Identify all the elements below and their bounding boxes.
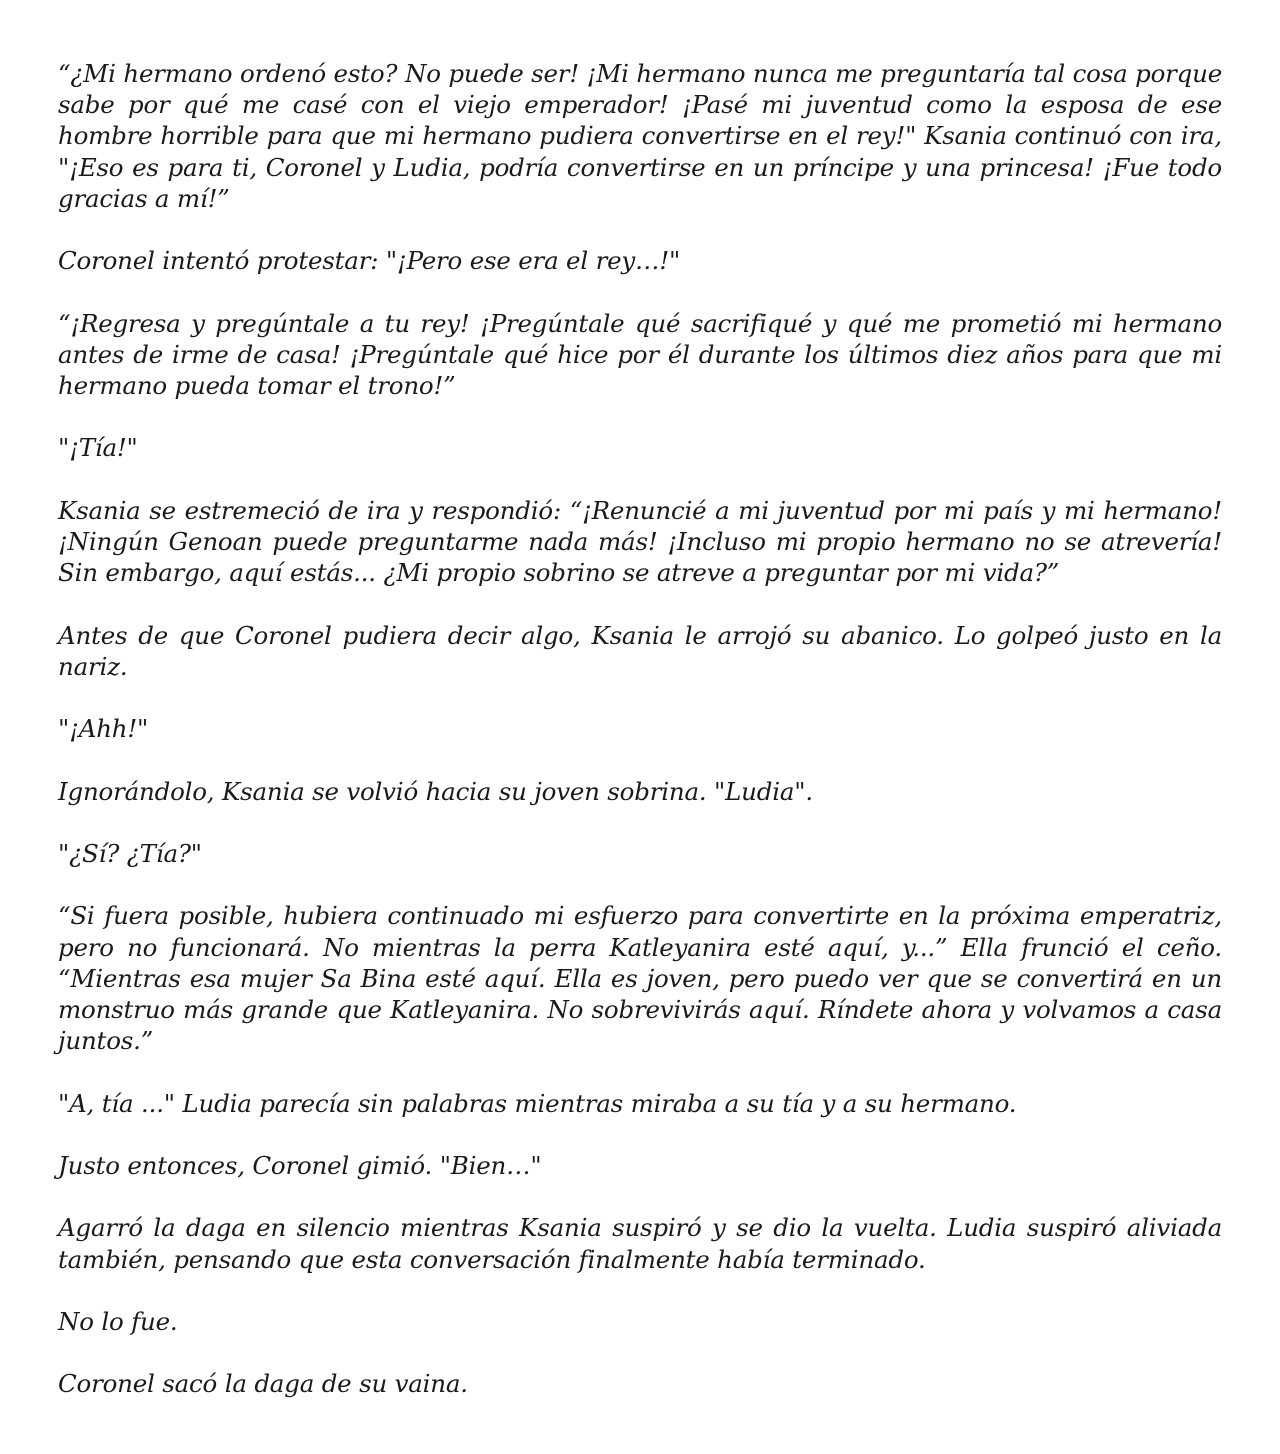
paragraph: “¡Regresa y pregúntale a tu rey! ¡Pregúntale qué sacrifiqué y qué me prometió mi hermano antes de irme de casa! ¡Pregúntale qué hice por él durante los últimos diez años para que mi hermano pueda tomar el trono!”	[58, 308, 1222, 400]
paragraph: Ksania se estremeció de ira y respondió: “¡Renuncié a mi juventud por mi país y mi hermano! ¡Ningún Genoan puede preguntarme nada más! ¡Incluso mi propio hermano no se atrevería! Sin embargo, aquí estás... ¿Mi propio sobrino se atreve a preguntar por mi vida?”	[58, 495, 1222, 588]
paragraph: Agarró la daga en silencio mientras Ksania suspiró y se dio la vuelta. Ludia suspiró aliviada también, pensando que esta conversación finalmente había terminado.	[58, 1213, 1222, 1274]
paragraph: “¿Mi hermano ordenó esto? No puede ser! ¡Mi hermano nunca me preguntaría tal cosa porque sabe por qué me casé con el viejo emperador! ¡Pasé mi juventud como la esposa de ese hombre horrible para que mi hermano pudiera convertirse en el rey!" Ksania continuó con ira, "¡Eso es para ti, Coronel y Ludia, podría convertirse en un príncipe y una princesa! ¡Fue todo gracias a mí!”	[58, 59, 1222, 213]
paragraph: Antes de que Coronel pudiera decir algo, Ksania le arrojó su abanico. Lo golpeó justo en la nariz.	[58, 620, 1222, 681]
paragraph: "¡Tía!"	[58, 433, 138, 463]
paragraph: "¿Sí? ¿Tía?"	[58, 838, 202, 868]
paragraph: "A, tía ..." Ludia parecía sin palabras mientras miraba a su tía y a su hermano.	[58, 1088, 1017, 1118]
paragraph: “Si fuera posible, hubiera continuado mi esfuerzo para convertirte en la próxima emperatriz, pero no funcionará. No mientras la perra Katleyanira esté aquí, y...” Ella frunció el ceño. “Mientras esa mujer Sa Bina esté aquí. Ella es joven, pero puedo ver que se convertirá en un monstruo más grande que Katleyanira. No sobrevivirás aquí. Ríndete ahora y volvamos a casa juntos.”	[58, 901, 1222, 1056]
paragraph: "¡Ahh!"	[58, 714, 149, 744]
paragraph: No lo fue.	[58, 1306, 178, 1336]
paragraph: Coronel sacó la daga de su vaina.	[58, 1369, 468, 1399]
document-page	[58, 58, 1222, 1400]
paragraph: Coronel intentó protestar: "¡Pero ese era el rey…!"	[58, 246, 681, 276]
paragraph: Justo entonces, Coronel gimió. "Bien…"	[58, 1150, 542, 1180]
paragraph: Ignorándolo, Ksania se volvió hacia su joven sobrina. "Ludia".	[58, 776, 813, 806]
